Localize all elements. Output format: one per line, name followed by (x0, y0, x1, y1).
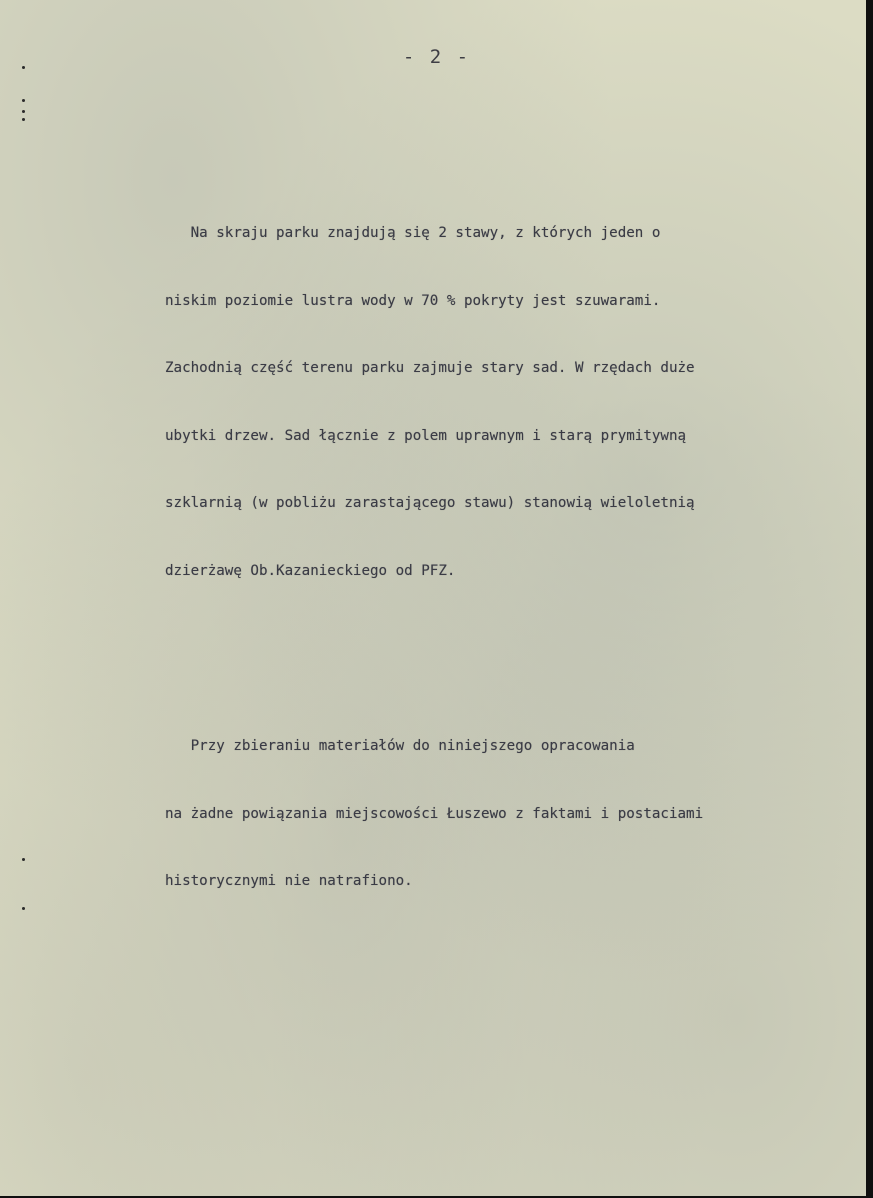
page-number: - 2 - (402, 46, 471, 68)
text-line: szklarnią (w pobliżu zarastającego stawu) stanowią wieloletnią (165, 495, 695, 511)
binding-hole-mark (22, 858, 25, 861)
text-line: na żadne powiązania miejscowości Łuszewo z faktami i postaciami (165, 805, 704, 822)
binding-hole-mark (22, 118, 25, 121)
paragraph (165, 697, 855, 932)
text-line: dzierżawę Ob.Kazanieckiego od PFZ. (165, 562, 456, 579)
paragraph (165, 184, 855, 621)
paragraph-spacer (165, 653, 855, 665)
text-line: Zachodnią część terenu parku zajmuje stary sad. W rzędach duże (165, 360, 695, 376)
text-line: Przy zbieraniu materiałów do niniejszego opracowania (165, 738, 635, 754)
scan-edge-right (866, 0, 873, 1198)
binding-hole-mark (22, 99, 25, 102)
binding-hole-mark (22, 907, 25, 910)
text-line: niskim poziomie lustra wody w 70 % pokryty jest szuwarami. (165, 292, 661, 309)
text-line: Na skraju parku znajdują się 2 stawy, z których jeden o (165, 225, 661, 241)
document-body (165, 152, 855, 964)
text-line: ubytki drzew. Sad łącznie z polem uprawnym i starą prymitywną (165, 427, 687, 444)
binding-hole-mark (22, 110, 25, 113)
text-line: historycznymi nie natrafiono. (165, 873, 413, 889)
